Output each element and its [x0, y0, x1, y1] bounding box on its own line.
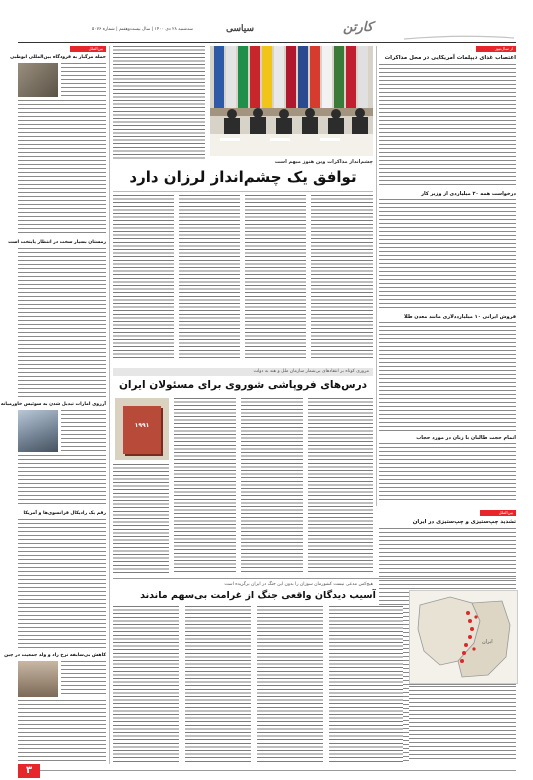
- left-headline-1: حمله مرگبار به فرودگاه بین‌المللی ابوظبی: [10, 55, 106, 60]
- left-body-5b: [18, 700, 106, 764]
- masthead: [18, 20, 516, 42]
- left-headline-2: زمستان بسیار سخت در انتظار پایتخت است: [8, 240, 106, 245]
- bottom-section: [113, 580, 516, 764]
- left-photo-1: [18, 63, 58, 97]
- left-body-1a: [61, 63, 106, 97]
- newspaper-logo: کارتن: [343, 20, 373, 35]
- left-body-1b: [18, 100, 106, 236]
- book-cover-image: [115, 398, 169, 460]
- lead-intro-text: [113, 46, 205, 160]
- bottom-body-1: [113, 606, 179, 762]
- right-headline-3: فروش ایرانی ۱۰ میلیارددلاری مانند معدن طلا: [404, 314, 516, 320]
- negotiation-scene-icon: [210, 46, 373, 156]
- bottom-body-4: [329, 606, 403, 762]
- middle-body-3: [241, 398, 303, 574]
- middle-title: درس‌های فروپاشی شوروی برای مسئولان ایران: [118, 379, 368, 391]
- right-headline-1: اعتصاب غذای دیپلمات آمریکایی در محل مذاکرات: [384, 55, 516, 61]
- section-name: سیاسی: [225, 24, 255, 34]
- left-headline-5: کاهش بی‌سابقه نرخ زاد و ولد جمعیت در چین: [4, 653, 106, 658]
- left-body-5a: [61, 661, 106, 697]
- left-body-3a: [61, 410, 106, 452]
- lead-body-col-4: [311, 195, 373, 360]
- right-body-1: [379, 64, 516, 188]
- iraq-iran-map: [409, 590, 518, 684]
- lead-body-col-3: [245, 195, 306, 360]
- book-body: [123, 406, 161, 454]
- left-body-3b: [18, 455, 106, 507]
- right-body-3: [379, 322, 516, 432]
- middle-body-4: [308, 398, 373, 574]
- logo-swoosh-icon: [402, 26, 516, 32]
- map-icon: [410, 591, 517, 683]
- bottom-body-2: [185, 606, 251, 762]
- bottom-title: آسیب دیدگان واقعی جنگ از غرامت بی‌سهم ماندند: [140, 590, 376, 601]
- lead-title: توافق یک چشم‌انداز لرزان دارد: [129, 168, 357, 186]
- middle-section: [113, 368, 373, 576]
- middle-body-2: [174, 398, 236, 574]
- page-number-badge: [18, 764, 40, 778]
- bottom-section-rule: [113, 578, 516, 579]
- map-country-label: ایران: [482, 639, 493, 645]
- lead-body-col-2: [179, 195, 240, 360]
- bottom-map-caption-text: [409, 686, 516, 762]
- world-section-label: بین‌الملل: [480, 510, 516, 516]
- right-headline-4: اتمام حجت طالبان با زنان در مورد حجاب: [416, 435, 516, 441]
- lead-photo-negotiations: [210, 46, 373, 156]
- middle-kicker: مروری کوتاه بر انتقادهای بی‌شمار سازمان ملل و هند به دولت: [253, 369, 369, 374]
- lead-kicker: چشم‌انداز مذاکرات وین هنوز مبهم است: [274, 159, 373, 165]
- right-body-4: [379, 443, 516, 501]
- world-title: تشدید چپ‌ستیزی و چپ‌ستیزی در ایران: [412, 519, 516, 525]
- left-body-2: [18, 248, 106, 398]
- book-cover-label: ۱۹۹۱: [134, 422, 150, 429]
- right-headline-2: درخواست همه ۲۰ میلیاردی از وزیر کار: [421, 191, 516, 197]
- left-headline-3: آرزوی امارات تبدیل شدن به سوئیس خاورمیانه: [0, 402, 106, 407]
- bottom-body-3: [257, 606, 323, 762]
- right-body-2: [379, 199, 516, 311]
- left-headline-4: رقم یک رادیکال فرانسوی‌ها و آمریکا: [23, 511, 106, 516]
- footer-rule: [40, 770, 516, 771]
- left-column: [0, 46, 106, 764]
- middle-body-1: [113, 464, 169, 574]
- left-column-divider: [109, 46, 110, 764]
- left-section-label: بین‌الملل: [70, 46, 106, 52]
- issue-line: سه‌شنبه ۲۸ دی ۱۴۰۰ | سال بیست‌وهفتم | شماره ۵۰۷۶: [91, 27, 193, 32]
- right-column-divider: [376, 46, 377, 506]
- lead-story: [113, 46, 373, 362]
- right-section-label: از سال‌نیوز: [476, 46, 516, 52]
- bottom-kicker: هیچ‌کس مدعی نیست کشورمان سوزان را بدون این جنگ در ایران برگزیده است: [224, 582, 373, 587]
- lead-body-col-1: [113, 195, 174, 360]
- lead-title-rule: [113, 191, 373, 192]
- left-body-4: [18, 519, 106, 649]
- page-number: ۳: [25, 765, 33, 776]
- masthead-rule: [18, 42, 516, 43]
- right-column: [379, 46, 516, 506]
- left-photo-3: [18, 661, 58, 697]
- left-photo-2: [18, 410, 58, 452]
